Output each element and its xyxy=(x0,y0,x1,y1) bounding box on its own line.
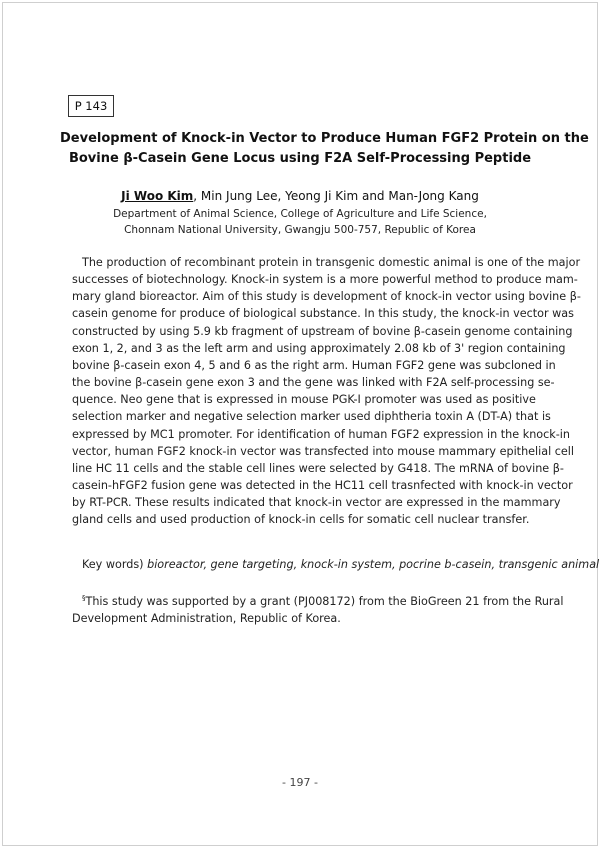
keywords-terms: bioreactor, gene targeting, knock-in system, pocrine b-casein, transgenic animal xyxy=(147,558,600,571)
abstract-line: gland cells and used production of knock-in cells for somatic cell nuclear transfer. xyxy=(72,513,530,527)
abstract-line: the bovine β-casein gene exon 3 and the gene was linked with F2A self-processing se- xyxy=(72,376,555,390)
keywords-label: Key words) xyxy=(82,558,148,571)
funding-line-1 xyxy=(72,590,564,610)
abstract-line: quence. Neo gene that is expressed in mouse PGK-I promoter was used as positive xyxy=(72,393,536,407)
abstract-line: by RT-PCR. These results indicated that knock-in vector are expressed in the mammary xyxy=(72,496,561,510)
co-authors: , Min Jung Lee, Yeong Ji Kim and Man-Jong Kang xyxy=(193,189,479,203)
poster-number-badge: P 143 xyxy=(68,95,114,117)
title-line-1: Development of Knock-in Vector to Produce Human FGF2 Protein on the xyxy=(60,131,589,146)
abstract-line: casein-hFGF2 fusion gene was detected in the HC11 cell trasnfected with knock-in vector xyxy=(72,479,573,493)
abstract-line: exon 1, 2, and 3 as the left arm and using approximately 2.08 kb of 3' region containing xyxy=(72,341,566,355)
abstract-line: selection marker and negative selection marker used diphtheria toxin A (DT-A) that is xyxy=(72,410,551,424)
abstract-line: constructed by using 5.9 kb fragment of upstream of bovine β-casein genome containing xyxy=(72,324,573,338)
section-mark: § xyxy=(82,594,86,602)
abstract-line: successes of biotechnology. Knock-in system is a more powerful method to produce mam- xyxy=(72,273,578,287)
abstract-line: bovine β-casein exon 4, 5 and 6 as the right arm. Human FGF2 gene was subcloned in xyxy=(72,358,556,372)
keywords xyxy=(82,557,599,573)
abstract-line: expressed by MC1 promoter. For identification of human FGF2 expression in the knock-in xyxy=(72,427,570,441)
affiliation-line-2: Chonnam National University, Gwangju 500-757, Republic of Korea xyxy=(124,224,476,236)
funding-line-2: Development Administration, Republic of Korea. xyxy=(72,612,341,625)
abstract-line: mary gland bioreactor. Aim of this study is development of knock-in vector using bovine β- xyxy=(72,290,581,304)
abstract-line: line HC 11 cells and the stable cell lines were selected by G418. The mRNA of bovine β- xyxy=(72,461,564,475)
affiliation-line-1: Department of Animal Science, College of Agriculture and Life Science, xyxy=(113,208,487,220)
abstract-line: casein genome for produce of biological substance. In this study, the knock-in vector was xyxy=(72,307,574,321)
abstract-body xyxy=(72,254,581,529)
abstract-line: vector, human FGF2 knock-in vector was transfected into mouse mammary epithelial cell xyxy=(72,444,575,458)
paper-title xyxy=(60,129,589,169)
author-list xyxy=(60,188,540,204)
presenting-author: Ji Woo Kim xyxy=(121,189,194,203)
page-number: - 197 - xyxy=(282,776,318,789)
funding-note xyxy=(72,590,564,627)
funding-text-1: This study was supported by a grant (PJ008172) from the BioGreen 21 from the Rural xyxy=(85,595,564,608)
affiliation xyxy=(60,206,540,238)
abstract-line: The production of recombinant protein in transgenic domestic animal is one of the major xyxy=(82,256,581,269)
title-line-2: Bovine β-Casein Gene Locus using F2A Self-Processing Peptide xyxy=(68,151,532,166)
